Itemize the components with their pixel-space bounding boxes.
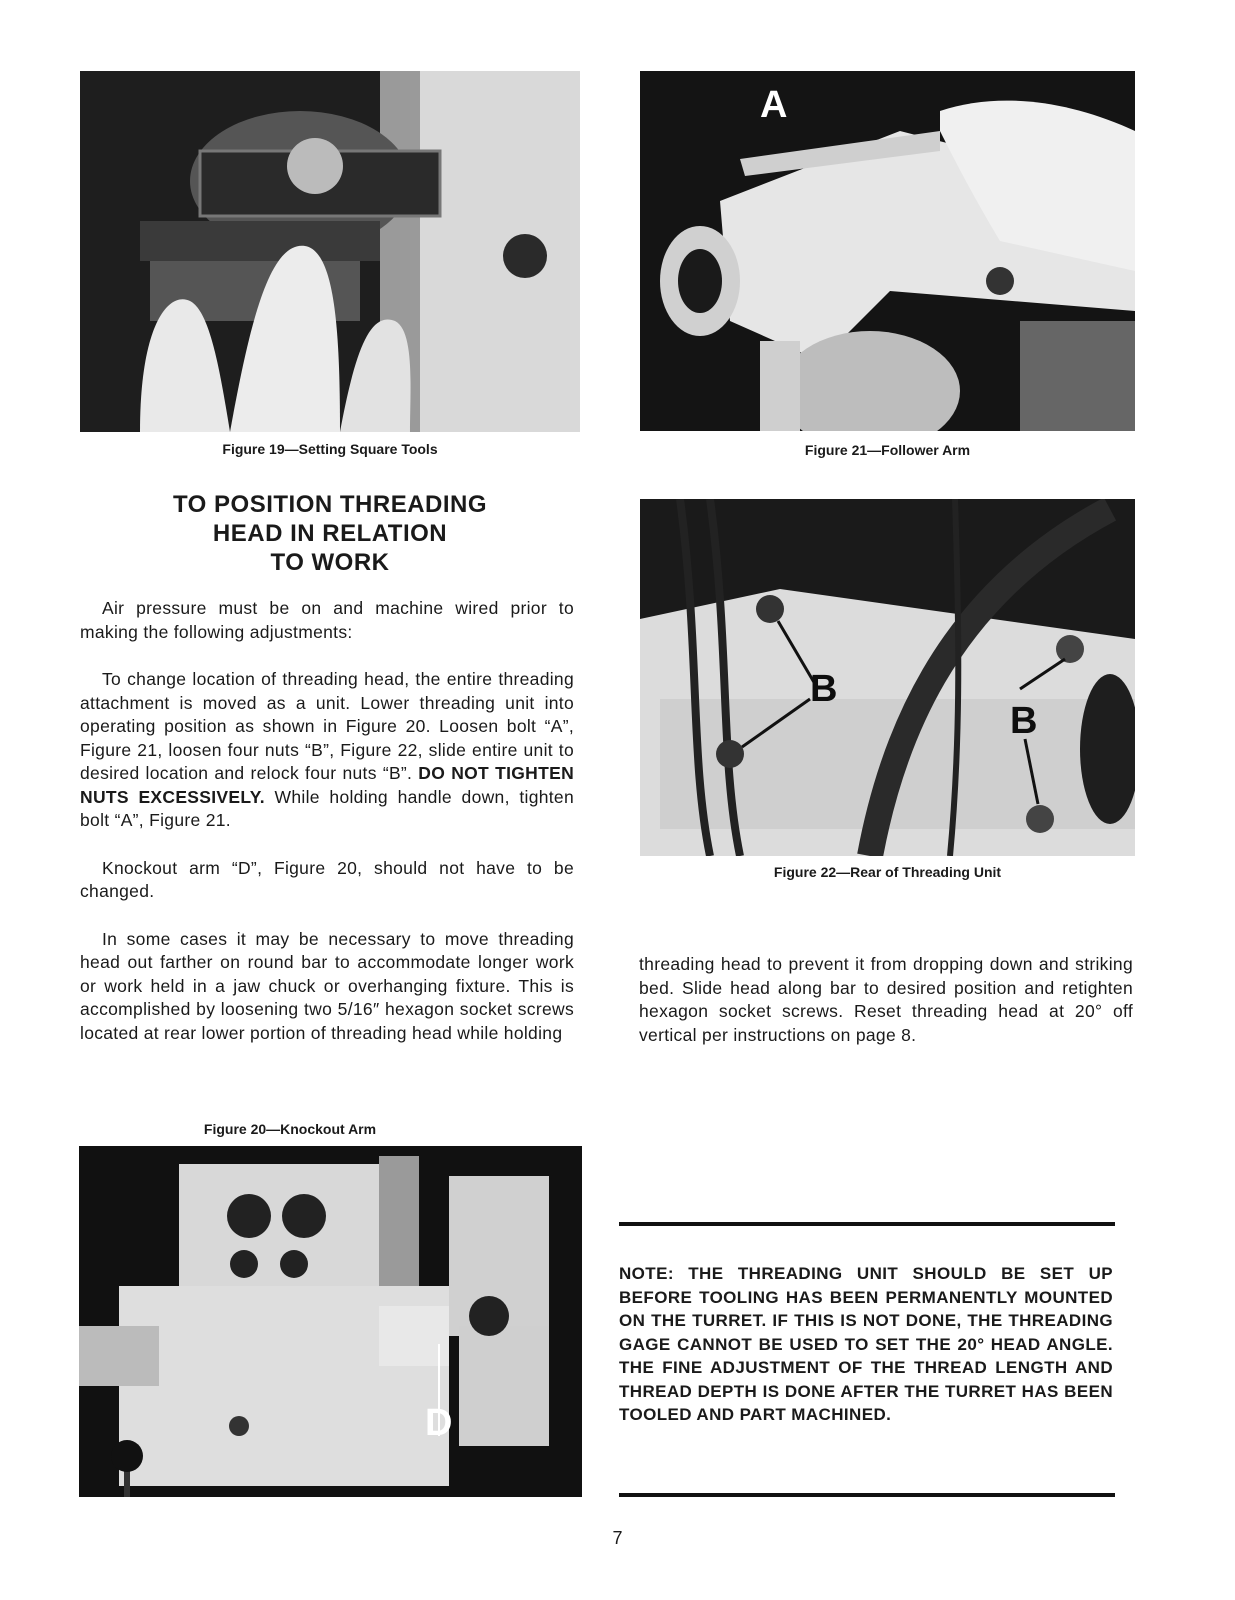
page-number: 7 (612, 1528, 623, 1548)
figure-22-label-b-left: B (810, 668, 838, 710)
figure-22-caption: Figure 22—Rear of Threading Unit (773, 864, 1002, 880)
heading-line-3: TO WORK (270, 549, 390, 576)
paragraph-some-cases: In some cases it may be necessary to move threading head out farther on round bar to accommodate longer work or work held in a jaw chuck or overhanging fixture. This is accomplished by loosening two 5/16″ hexagon socket screws located at rear lower portion of threading head while holding (80, 928, 574, 1043)
paragraph-change-location-text: To change location of threading head, the entire threading attachment is moved as a unit. Lower threading unit into operating position as shown in Figure 20. Loosen bolt “A”, Figure 21, loosen four nuts “B”, Figure 22, slide entire unit to desired location and relock four nuts “B”. (80, 669, 574, 783)
figure-19-photo (80, 71, 580, 432)
right-column-text (639, 953, 1133, 1071)
note-top-rule (619, 1222, 1115, 1226)
figure-22-photo (640, 499, 1135, 856)
figure-19-caption: Figure 19—Setting Square Tools (222, 441, 438, 457)
figure-22-label-b-right: B (1010, 700, 1038, 742)
paragraph-air-pressure: Air pressure must be on and machine wired prior to making the following adjustments: (80, 598, 574, 642)
figure-20-label-d: D (425, 1402, 453, 1444)
left-column-text (80, 597, 574, 1045)
note-text: NOTE: THE THREADING UNIT SHOULD BE SET UP BEFORE TOOLING HAS BEEN PERMANENTLY MOUNTED ON THE TURRET. IF THIS IS NOT DONE, THE THREADING GAGE CANNOT BE USED TO SET THE 20° HEAD ANGLE. THE FINE ADJUSTMENT OF THE THREAD LENGTH AND THREAD DEPTH IS DONE AFTER THE TURRET HAS BEEN TOOLED AND PART MACHINED. (619, 1264, 1113, 1424)
warning-do-not-tighten: DO NOT TIGHTEN NUTS EXCESSIVELY. (80, 763, 575, 807)
figure-20-photo (79, 1146, 582, 1497)
paragraph-change-location (80, 668, 574, 833)
paragraph-knockout-arm: Knockout arm “D”, Figure 20, should not have to be changed. (80, 857, 574, 901)
heading-line-1: TO POSITION THREADING (172, 491, 488, 518)
note-bottom-rule (619, 1493, 1115, 1497)
figure-21-caption: Figure 21—Follower Arm (804, 442, 971, 458)
figure-20-caption: Figure 20—Knockout Arm (203, 1121, 377, 1137)
heading-line-2: HEAD IN RELATION (212, 520, 448, 547)
paragraph-change-location-end: While holding handle down, tighten bolt “A”, Figure 21. (80, 786, 574, 830)
figure-21-photo (640, 71, 1135, 431)
section-heading (80, 490, 580, 577)
paragraph-continued: threading head to prevent it from dropping down and striking bed. Slide head along bar to desired position and retighten hexagon socket screws. Reset threading head at 20° off vertical per instructions on page 8. (639, 954, 1133, 1045)
figure-21-label-a: A (760, 84, 788, 126)
